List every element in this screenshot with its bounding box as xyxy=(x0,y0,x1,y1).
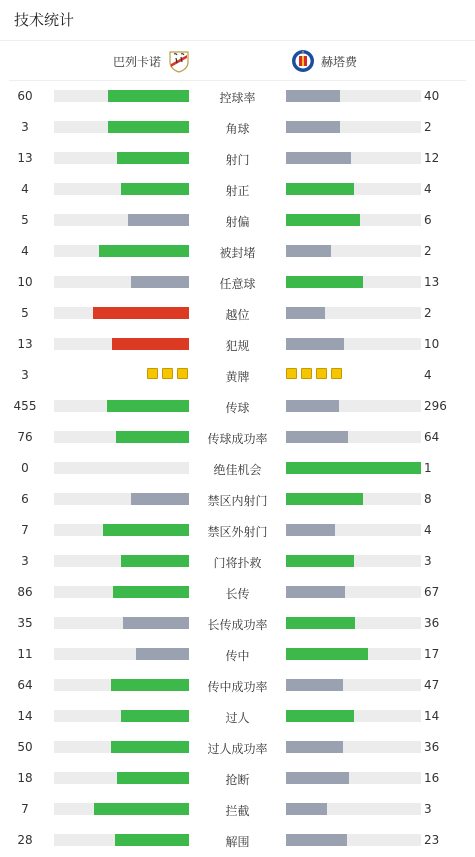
stat-row xyxy=(0,577,475,608)
stat-label: 过人 xyxy=(225,711,250,725)
away-value: 40 xyxy=(424,89,440,103)
home-bar-fill xyxy=(111,679,189,691)
home-bar-fill xyxy=(123,617,189,629)
stat-label: 射门 xyxy=(225,153,250,167)
divider xyxy=(0,40,475,41)
home-team[interactable] xyxy=(113,47,191,75)
stat-row xyxy=(0,546,475,577)
home-bar-track xyxy=(54,462,189,474)
home-value: 6 xyxy=(21,492,29,506)
away-team-name: 赫塔费 xyxy=(321,54,358,69)
yellow-card-icon xyxy=(331,368,342,379)
away-bar-track xyxy=(286,648,421,660)
stat-label: 黄牌 xyxy=(225,370,250,384)
home-value: 3 xyxy=(21,554,29,568)
yellow-card-icon xyxy=(286,368,297,379)
away-value: 2 xyxy=(424,306,432,320)
home-value: 60 xyxy=(17,89,33,103)
stat-row xyxy=(0,608,475,639)
away-bar-track xyxy=(286,772,421,784)
away-value: 4 xyxy=(424,368,432,382)
home-bar-track xyxy=(54,121,189,133)
stat-row xyxy=(0,267,475,298)
away-value: 8 xyxy=(424,492,432,506)
home-bar-track xyxy=(54,431,189,443)
away-bar-track xyxy=(286,214,421,226)
home-bar-fill xyxy=(136,648,189,660)
home-team-name: 巴列卡诺 xyxy=(113,54,162,69)
away-value: 2 xyxy=(424,244,432,258)
home-bar-fill xyxy=(128,214,189,226)
away-value: 10 xyxy=(424,337,440,351)
away-bar-fill xyxy=(286,834,347,846)
away-bar-track xyxy=(286,152,421,164)
home-bar-fill xyxy=(121,183,189,195)
away-bar-fill xyxy=(286,617,355,629)
home-value: 50 xyxy=(17,740,33,754)
home-value: 13 xyxy=(17,337,33,351)
away-bar-fill xyxy=(286,803,327,815)
home-bar-track xyxy=(54,245,189,257)
stat-row xyxy=(0,422,475,453)
away-bar-track xyxy=(286,710,421,722)
stat-label: 角球 xyxy=(225,122,250,136)
away-bar-track xyxy=(286,183,421,195)
home-bar-fill xyxy=(113,586,189,598)
stat-label: 越位 xyxy=(225,308,250,322)
stat-label: 犯规 xyxy=(225,339,250,353)
away-value: 3 xyxy=(424,554,432,568)
away-value: 4 xyxy=(424,182,432,196)
yellow-card-icon xyxy=(177,368,188,379)
away-bar-track xyxy=(286,90,421,102)
away-bar-fill xyxy=(286,214,360,226)
home-bar-track xyxy=(54,524,189,536)
away-bar-fill xyxy=(286,121,340,133)
yellow-card-icon xyxy=(162,368,173,379)
away-bar-fill xyxy=(286,400,339,412)
home-bar-track xyxy=(54,555,189,567)
yellow-card-icon xyxy=(147,368,158,379)
away-bar-fill xyxy=(286,555,354,567)
away-bar-fill xyxy=(286,710,354,722)
stat-row xyxy=(0,763,475,794)
away-bar-track xyxy=(286,307,421,319)
home-value: 7 xyxy=(21,523,29,537)
getafe-crest-icon xyxy=(291,49,315,73)
away-bar-fill xyxy=(286,338,344,350)
stat-row xyxy=(0,670,475,701)
away-bar-fill xyxy=(286,276,363,288)
away-value: 13 xyxy=(424,275,440,289)
home-bar-fill xyxy=(116,431,189,443)
away-bar-fill xyxy=(286,524,335,536)
home-bar-fill xyxy=(103,524,189,536)
away-bar-track xyxy=(286,803,421,815)
away-bar-fill xyxy=(286,183,354,195)
home-value: 455 xyxy=(13,399,37,413)
stat-label: 被封堵 xyxy=(219,246,256,260)
away-bar-track xyxy=(286,493,421,505)
home-value: 14 xyxy=(17,709,33,723)
stat-label: 控球率 xyxy=(219,91,256,105)
home-bar-track xyxy=(54,214,189,226)
away-bar-fill xyxy=(286,741,343,753)
away-bar-track xyxy=(286,121,421,133)
stat-label: 传球 xyxy=(225,401,250,415)
teams-header xyxy=(0,47,475,75)
away-bar-track xyxy=(286,679,421,691)
away-bar-fill xyxy=(286,493,363,505)
stat-label: 绝佳机会 xyxy=(213,463,262,477)
away-bar-track xyxy=(286,741,421,753)
away-bar-track xyxy=(286,245,421,257)
away-bar-fill xyxy=(286,307,325,319)
home-bar-fill xyxy=(108,121,189,133)
stat-label: 任意球 xyxy=(219,277,256,291)
stat-row xyxy=(0,360,475,391)
home-bar-track xyxy=(54,276,189,288)
home-value: 5 xyxy=(21,213,29,227)
home-value: 35 xyxy=(17,616,33,630)
stat-label: 禁区外射门 xyxy=(207,525,268,539)
away-value: 1 xyxy=(424,461,432,475)
away-value: 3 xyxy=(424,802,432,816)
away-bar-fill xyxy=(286,679,343,691)
stat-row xyxy=(0,453,475,484)
home-value: 64 xyxy=(17,678,33,692)
away-bar-track xyxy=(286,431,421,443)
home-bar-track xyxy=(54,710,189,722)
yellow-card-icon xyxy=(316,368,327,379)
stat-label: 射偏 xyxy=(225,215,250,229)
stat-row xyxy=(0,701,475,732)
stat-row xyxy=(0,236,475,267)
away-yellow-cards xyxy=(286,368,342,379)
home-bar-fill xyxy=(117,152,189,164)
home-bar-fill xyxy=(111,741,189,753)
stat-row xyxy=(0,329,475,360)
stat-label: 抢断 xyxy=(225,773,250,787)
stat-label: 拦截 xyxy=(225,804,250,818)
away-bar-fill xyxy=(286,462,421,474)
home-bar-track xyxy=(54,400,189,412)
away-bar-track xyxy=(286,524,421,536)
page-title: 技术统计 xyxy=(14,11,75,29)
stat-row xyxy=(0,205,475,236)
home-value: 7 xyxy=(21,802,29,816)
home-bar-track xyxy=(54,338,189,350)
home-bar-fill xyxy=(94,803,189,815)
home-bar-fill xyxy=(93,307,189,319)
away-value: 296 xyxy=(424,399,447,413)
home-bar-fill xyxy=(131,493,189,505)
home-bar-fill xyxy=(115,834,189,846)
stat-row xyxy=(0,484,475,515)
away-value: 36 xyxy=(424,616,440,630)
home-bar-track xyxy=(54,152,189,164)
home-bar-fill xyxy=(121,555,189,567)
stat-label: 门将扑救 xyxy=(213,556,262,570)
stat-row xyxy=(0,81,475,112)
away-value: 6 xyxy=(424,213,432,227)
stat-row xyxy=(0,794,475,825)
stat-label: 传中 xyxy=(225,649,250,663)
stat-label: 解围 xyxy=(225,835,250,849)
stat-row xyxy=(0,732,475,763)
stat-row xyxy=(0,825,475,856)
stat-row xyxy=(0,639,475,670)
home-value: 28 xyxy=(17,833,33,847)
stat-row xyxy=(0,298,475,329)
home-bar-track xyxy=(54,617,189,629)
away-bar-track xyxy=(286,400,421,412)
stat-label: 射正 xyxy=(225,184,250,198)
home-bar-fill xyxy=(99,245,189,257)
away-bar-fill xyxy=(286,586,345,598)
home-bar-track xyxy=(54,803,189,815)
home-yellow-cards xyxy=(147,368,188,379)
away-bar-track xyxy=(286,586,421,598)
away-bar-fill xyxy=(286,152,351,164)
home-value: 86 xyxy=(17,585,33,599)
stat-row xyxy=(0,391,475,422)
away-team[interactable] xyxy=(291,47,357,75)
away-bar-fill xyxy=(286,772,349,784)
away-value: 4 xyxy=(424,523,432,537)
home-bar-track xyxy=(54,307,189,319)
home-bar-track xyxy=(54,679,189,691)
home-bar-track xyxy=(54,493,189,505)
away-value: 16 xyxy=(424,771,440,785)
away-bar-track xyxy=(286,834,421,846)
home-bar-track xyxy=(54,772,189,784)
away-bar-track xyxy=(286,338,421,350)
home-value: 4 xyxy=(21,244,29,258)
away-value: 17 xyxy=(424,647,440,661)
away-value: 2 xyxy=(424,120,432,134)
home-bar-fill xyxy=(121,710,189,722)
stat-label: 传中成功率 xyxy=(207,680,268,694)
home-bar-fill xyxy=(117,772,189,784)
home-value: 13 xyxy=(17,151,33,165)
away-value: 67 xyxy=(424,585,440,599)
home-bar-track xyxy=(54,648,189,660)
home-value: 3 xyxy=(21,120,29,134)
away-value: 12 xyxy=(424,151,440,165)
stat-row xyxy=(0,143,475,174)
home-value: 10 xyxy=(17,275,33,289)
stat-label: 过人成功率 xyxy=(207,742,268,756)
home-value: 0 xyxy=(21,461,29,475)
away-bar-fill xyxy=(286,245,331,257)
stat-label: 传球成功率 xyxy=(207,432,268,446)
stat-label: 长传成功率 xyxy=(207,618,268,632)
away-bar-track xyxy=(286,617,421,629)
away-bar-track xyxy=(286,462,421,474)
away-value: 36 xyxy=(424,740,440,754)
away-bar-fill xyxy=(286,90,340,102)
home-value: 5 xyxy=(21,306,29,320)
away-bar-fill xyxy=(286,431,348,443)
home-value: 3 xyxy=(21,368,29,382)
away-value: 64 xyxy=(424,430,440,444)
home-bar-fill xyxy=(112,338,189,350)
home-value: 18 xyxy=(17,771,33,785)
home-value: 76 xyxy=(17,430,33,444)
home-bar-track xyxy=(54,834,189,846)
home-bar-fill xyxy=(131,276,189,288)
rayo-vallecano-crest-icon xyxy=(167,49,191,73)
stat-row xyxy=(0,515,475,546)
home-bar-track xyxy=(54,90,189,102)
away-bar-fill xyxy=(286,648,368,660)
stat-row xyxy=(0,112,475,143)
stat-label: 禁区内射门 xyxy=(207,494,268,508)
away-value: 47 xyxy=(424,678,440,692)
home-value: 11 xyxy=(17,647,33,661)
away-value: 23 xyxy=(424,833,440,847)
stat-row xyxy=(0,174,475,205)
yellow-card-icon xyxy=(301,368,312,379)
home-bar-track xyxy=(54,183,189,195)
home-bar-fill xyxy=(108,90,189,102)
home-bar-fill xyxy=(107,400,189,412)
away-bar-track xyxy=(286,555,421,567)
away-bar-track xyxy=(286,276,421,288)
home-value: 4 xyxy=(21,182,29,196)
away-value: 14 xyxy=(424,709,440,723)
home-bar-track xyxy=(54,741,189,753)
stat-label: 长传 xyxy=(225,587,250,601)
home-bar-track xyxy=(54,586,189,598)
